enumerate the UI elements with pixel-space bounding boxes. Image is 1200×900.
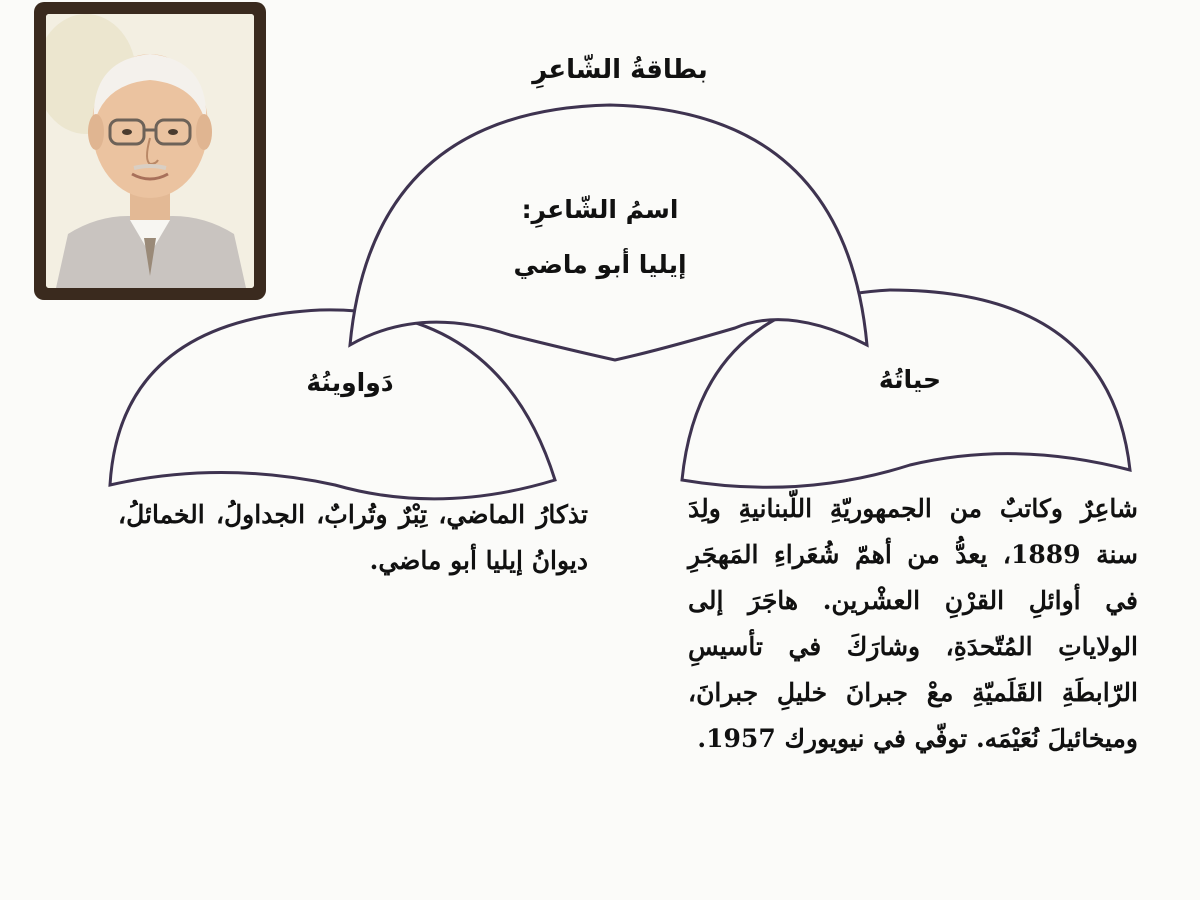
works-paragraph: تذكارُ الماضي، تِبْرٌ وتُرابٌ، الجداولُ، الخمائلُ، ديوانُ إيليا أبو ماضي. — [118, 500, 588, 575]
life-paragraph: شاعِرٌ وكاتبٌ من الجمهوريّةِ اللّبنانيةِ ولِدَ سنة 1889، يعدُّ من أهمّ شُعَراءِ المَهجَرِ في أوائلِ القرْنِ العشْرين. هاجَرَ إلى الولاياتِ المُتّحدَةِ، وشارَكَ في تأسيسِ الرّابطَةِ القَلَميّةِ معْ جبرانَ خليلِ جبرانَ، وميخائيلَ نُعَيْمَه. توفّي في نيويورك 1957. — [688, 494, 1138, 753]
works-heading: دَواوينُهُ — [306, 368, 394, 397]
card-title: بطاقةُ الشّاعرِ — [532, 55, 708, 85]
poet-name-heading: اسمُ الشّاعرِ: — [521, 195, 679, 224]
life-heading: حياتُهُ — [878, 365, 942, 394]
works-shape — [110, 310, 555, 499]
poet-name-value: إيليا أبو ماضي — [513, 250, 687, 279]
